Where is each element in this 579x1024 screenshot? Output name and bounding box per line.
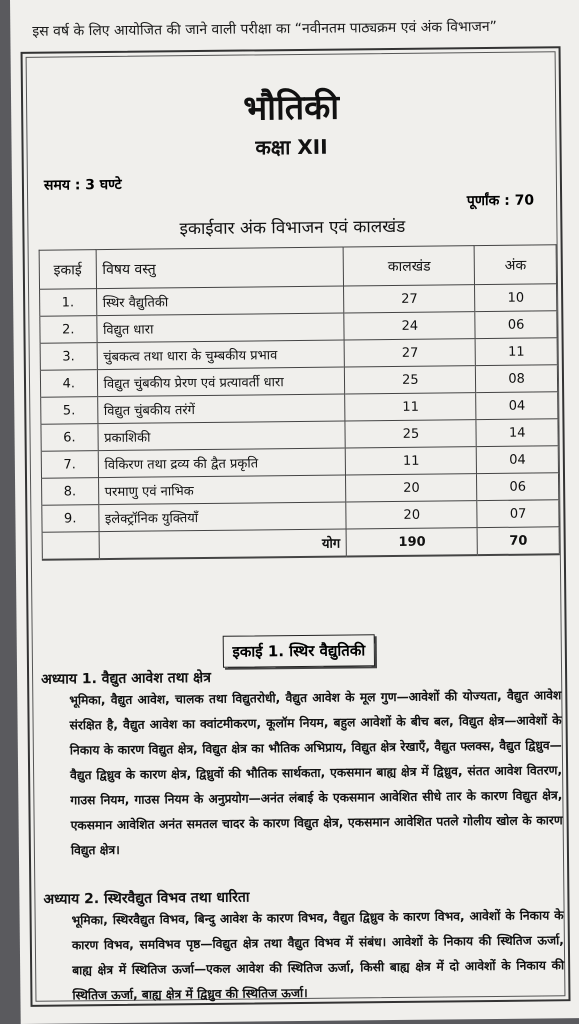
header-topic: विषय वस्तु — [96, 247, 344, 289]
periods-cell: 25 — [345, 420, 476, 448]
unit-number-cell: 3. — [40, 343, 97, 371]
marks-cell: 11 — [475, 338, 557, 366]
topic-cell: विकिरण तथा द्रव्य की द्वैत प्रकृति — [98, 448, 346, 478]
unit-number-cell: 1. — [40, 289, 97, 317]
header-marks: अंक — [474, 245, 556, 285]
chapter-2 — [43, 884, 564, 1008]
chapter-1 — [41, 664, 563, 863]
table-total-row — [42, 527, 559, 560]
header-unit: इकाई — [39, 250, 96, 290]
chapter-2-title: अध्याय 2. स्थिरवैद्युत विभव तथा धारिता — [43, 889, 250, 908]
periods-cell: 27 — [344, 285, 475, 313]
topic-cell: चुंबकत्व तथा धारा के चुम्बकीय प्रभाव — [97, 340, 345, 370]
periods-cell: 24 — [344, 312, 475, 340]
periods-cell: 11 — [346, 447, 477, 475]
marks-cell: 10 — [475, 284, 557, 312]
topic-cell: विद्युत धारा — [96, 313, 344, 343]
chapter-2-body: भूमिका, स्थिरवैद्युत विभव, बिन्दु आवेश के कारण विभव, वैद्युत द्विध्रुव के कारण विभव, आवेशों के निकाय के कारण विभव, समविभव पृष्ठ—विद्युत क्षेत्र तथा वैद्युत विभव में संबंध। आवेशों के निकाय की स्थितिज ऊर्जा, बाह्य क्षेत्र में स्थितिज ऊर्जा—एकल आवेश की स्थितिज ऊर्जा, किसी बाह्य क्षेत्र में दो आवेशों के निकाय की स्थितिज ऊर्जा, बाह्य क्षेत्र में द्विध्रुव की स्थितिज ऊर्जा। — [71, 908, 565, 1003]
unit-number-cell: 7. — [41, 451, 98, 479]
table-body — [40, 284, 560, 560]
periods-cell: 20 — [346, 501, 477, 529]
topic-cell: प्रकाशिकी — [98, 421, 346, 451]
header-periods: कालखंड — [344, 246, 475, 286]
table-heading: इकाईवार अंक विभाजन एवं कालखंड — [179, 216, 406, 240]
unit-heading-box: इकाई 1. स्थिर वैद्युतिकी — [223, 634, 375, 668]
unit-number-cell: 4. — [40, 370, 97, 398]
marks-cell: 08 — [476, 365, 558, 393]
unit-number-cell: 9. — [42, 505, 99, 533]
marks-cell: 06 — [477, 473, 559, 501]
textbook-page — [10, 0, 579, 1024]
unit-number-cell: 8. — [42, 478, 99, 506]
topic-cell: स्थिर वैद्युतिकी — [96, 286, 344, 316]
marks-cell: 04 — [476, 392, 558, 420]
topic-cell: इलेक्ट्रॉनिक युक्तियाँ — [98, 502, 346, 532]
marks-cell: 14 — [476, 419, 558, 447]
unit-number-cell: 5. — [41, 397, 98, 425]
periods-cell: 25 — [345, 366, 476, 394]
max-marks-label: पूर्णांक : 70 — [466, 192, 535, 210]
chapter-1-body: भूमिका, वैद्युत आवेश, चालक तथा विद्युतरोधी, वैद्युत आवेश के मूल गुण—आवेशों की योज्यता, वैद्युत आवेश संरक्षित है, वैद्युत आवेश का क्वांटमीकरण, कूलॉम नियम, बहुल आवेशों के बीच बल, विद्युत क्षेत्र—आवेशों के निकाय के कारण विद्युत क्षेत्र, विद्युत क्षेत्र का भौतिक अभिप्राय, विद्युत क्षेत्र रेखाएँ, वैद्युत फ्लक्स, वैद्युत द्विध्रुव—वैद्युत द्विध्रुव के कारण क्षेत्र, द्विध्रुवों की भौतिक सार्थकता, एकसमान बाह्य क्षेत्र में द्विध्रुव, संतत आवेश वितरण, गाउस नियम, गाउस नियम के अनुप्रयोग—अनंत लंबाई के एकसमान आवेशित सीधे तार के कारण विद्युत क्षेत्र, एकसमान आवेशित अनंत समतल चादर के कारण विद्युत क्षेत्र, एकसमान आवेशित पतले गोलीय खोल के कारण विद्युत क्षेत्र। — [69, 688, 563, 858]
total-periods-cell: 190 — [346, 528, 477, 557]
total-marks-cell: 70 — [477, 527, 559, 555]
syllabus-frame — [21, 46, 571, 1007]
table-header-row — [39, 245, 556, 289]
unit-number-cell: 2. — [40, 316, 97, 344]
periods-cell: 11 — [345, 393, 476, 421]
total-empty-cell — [42, 532, 99, 560]
topic-cell: विद्युत चुंबकीय प्रेरण एवं प्रत्यावर्ती धारा — [97, 367, 345, 397]
marks-cell: 07 — [477, 500, 559, 528]
unit-number-cell: 6. — [41, 424, 98, 452]
topic-cell: विद्युत चुंबकीय तरंगें — [97, 394, 345, 424]
header-line: इस वर्ष के लिए आयोजित की जाने वाली परीक्षा का “नवीनतम पाठ्यक्रम एवं अंक विभाजन” — [32, 18, 497, 40]
total-label-cell: योग — [99, 529, 347, 559]
chapter-1-title: अध्याय 1. वैद्युत आवेश तथा क्षेत्र — [41, 669, 211, 688]
syllabus-frame-inner — [26, 51, 566, 1001]
class-label: कक्षा XII — [255, 134, 328, 160]
time-label: समय : 3 घण्टे — [43, 176, 122, 194]
periods-cell: 27 — [345, 339, 476, 367]
topic-cell: परमाणु एवं नाभिक — [98, 475, 346, 505]
marks-cell: 06 — [475, 311, 557, 339]
periods-cell: 20 — [346, 474, 477, 502]
marks-cell: 04 — [477, 446, 559, 474]
unit-table — [39, 244, 560, 560]
subject-title: भौतिकी — [243, 87, 340, 129]
